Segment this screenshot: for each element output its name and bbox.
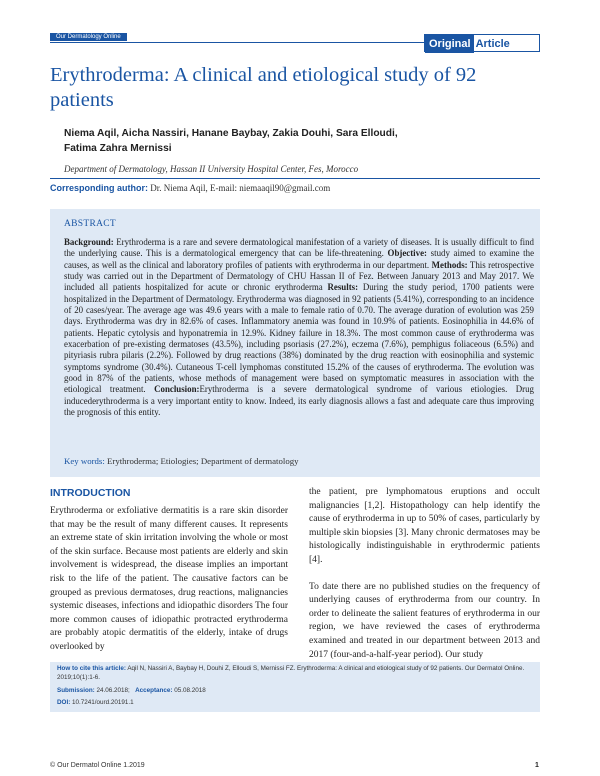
how-to-cite — [57, 664, 535, 682]
article-type-part2: Article — [475, 38, 510, 50]
keywords-label: Key words: — [64, 456, 105, 466]
intro-paragraph-2: the patient, pre lymphomatous eruptions and occult malignancies [1,2]. Histopathology can help identify the cause of erythroderma in up to 50% of cases, particularly by multiple skin biopsies [3]. Many chronic dermatoses may be histologically indistinguishable in erythrodermic patients [4]. — [309, 487, 540, 565]
dates — [57, 686, 535, 695]
corresponding-author — [50, 183, 330, 193]
journal-tag: Our Dermatology Online — [50, 33, 127, 41]
methods-label: Methods: — [431, 259, 468, 270]
abstract-text — [64, 237, 534, 419]
doi-label: DOI: — [57, 699, 71, 706]
results-text: During the study period, 1700 patients were hospitalized in the Department of Dermatology. Erythroderma was diagnosed in 92 patients (5.41%), corresponding to an incidence of 20 cases/year. The average age was 49.6 years with a male to female ratio of 0.70. The average duration of evolution was 259 days. Erythroderma was dry in 82.6% of cases. Inflammatory anemia was found in 10.9% of patients. Eosinophilia in 44.6% of patients. Hepatic cytolysis and hyponatremia in 12.9%. Kidney failure in 18.3%. The most common cause of erythroderma was exacerbation of pre-existing dermatoses (43.5%), including psoriasis (27.2%), eczema (7.6%), pemphigus foliaceous (6.5%) and pityriasis rubra pilaris (2.2%). Followed by drug reactions (38%) dominated by the drug reaction with eosinophilia and systemic symptoms syndrome (30.4%). Cutaneous T-cell lymphomas constituted 15.2% of the causes of erythroderma. The evolution was good in 87% of the patients, whose methods of management were based on symptomatic measures in association with the etiological treatment. — [64, 282, 534, 395]
affiliation: Department of Dermatology, Hassan II University Hospital Center, Fes, Morocco — [64, 164, 359, 174]
cite-label: How to cite this article: — [57, 665, 126, 672]
page-number: 1 — [535, 762, 539, 769]
intro-right-column — [309, 486, 540, 662]
footer-copyright: © Our Dermatol Online 1.2019 — [50, 762, 145, 769]
conclusion-text: Erythroderma is a severe dermatological syndrome of various etiologies. Drug inducederythroderma is a very important entity to know. Indeed, its early diagnosis allows a fast and adequate care thus improving the prognosis of this entity. — [64, 384, 534, 418]
background-text: Erythroderma is a rare and severe dermatological manifestation of a variety of diseases. It is usually difficult to find the underlying cause. This is a dermatological emergency that can be life-threatening. — [64, 237, 534, 259]
cite-text: Aqil N, Nassiri A, Baybay H, Douhi Z, Elloudi S, Mernissi FZ. Erythroderma: A clinical and etiological study of 92 patients. Our Dermatol Online. 2019;10(1):1-6. — [57, 665, 525, 681]
intro-paragraph-1: Erythroderma or exfoliative dermatitis is a rare skin disorder that may be the result of many different causes. It represents an extreme state of skin irritation involving the whole or most of the skin surface. Because most patients are elderly and skin involvement is widespread, the disease implies an important risk to the life of the patient. The causative factors can be grouped as previous dermatoses, drug reactions, malignancies systemic diseases, infections and idiopathic disorders The four more common causes of idiopathic protracted erythroderma are probably atopic dermatitis of the elderly, intake of drugs overlooked by — [50, 506, 288, 652]
conclusion-label: Conclusion: — [154, 384, 200, 395]
corresponding-label: Corresponding author: — [50, 183, 148, 193]
doi — [57, 698, 535, 707]
header-rule — [50, 42, 424, 43]
authors-line-1: Niema Aqil, Aicha Nassiri, Hanane Baybay, Zakia Douhi, Sara Elloudi, — [64, 128, 398, 139]
corresponding-text: Dr. Niema Aqil, E-mail: niemaaqil90@gmail.com — [148, 183, 331, 193]
methods-text: This retrospective study was carried out in the Department of Dermatology of CHU Hassan II of Fez. Between January 2013 and May 2017. We included all patients hospitalized for acute or chronic erythroderma — [64, 259, 534, 293]
doi-link[interactable]: 10.7241/ourd.20191.1 — [70, 699, 134, 706]
authors-line-2: Fatima Zahra Mernissi — [64, 143, 172, 154]
submission-date: 24.06.2018; — [94, 687, 130, 694]
abstract-heading: ABSTRACT — [64, 219, 117, 229]
paper-title: Erythroderma: A clinical and etiological study of 92 patients — [50, 64, 477, 111]
background-label: Background: — [64, 237, 114, 247]
objective-label: Objective: — [387, 248, 427, 259]
results-label: Results: — [327, 282, 359, 293]
article-type-part1: Original — [425, 35, 474, 53]
affiliation-rule — [50, 178, 540, 179]
objective-text: study aimed to examine the causes, as well as the clinical and laboratory profiles of patients with erythroderma in our department. — [64, 248, 535, 270]
intro-left-column — [50, 505, 288, 655]
submission-label: Submission: — [57, 687, 95, 694]
acceptance-date: 05.08.2018 — [172, 687, 206, 694]
authors — [64, 126, 534, 156]
intro-paragraph-3: To date there are no published studies on the frequency of underlying causes of erythroderma from our country. In order to delineate the salient features of erythroderma in our region, we have reviewed the cases of erythroderma examined and treated in our department between 2013 and 2017 (four-and-a-half-year period). Our study — [309, 581, 540, 660]
acceptance-label: Acceptance: — [135, 687, 173, 694]
article-type-badge — [424, 34, 540, 52]
keywords — [64, 456, 299, 466]
introduction-heading: INTRODUCTION — [50, 487, 131, 499]
keywords-text: Erythroderma; Etiologies; Department of dermatology — [104, 456, 299, 466]
